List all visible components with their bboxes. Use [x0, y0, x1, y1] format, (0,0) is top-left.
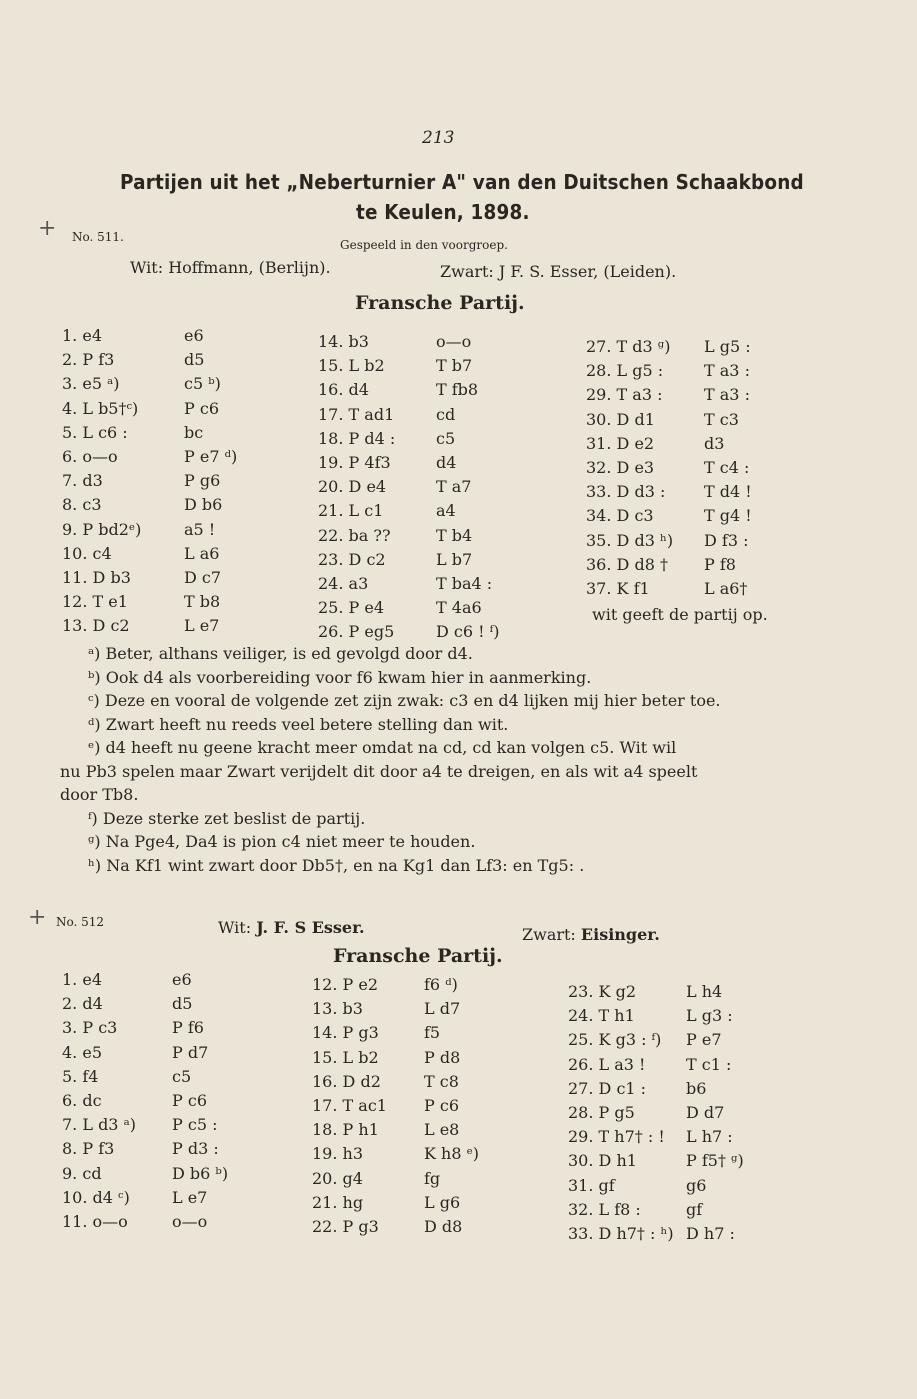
move-black: P f6	[172, 1018, 204, 1038]
move-white: 20. D e4	[318, 477, 387, 497]
game1-number: No. 511.	[72, 230, 124, 244]
move-black: gf	[686, 1199, 703, 1219]
move-white: 24. a3	[318, 573, 369, 593]
move-row	[62, 1016, 272, 1040]
move-row	[62, 1041, 272, 1065]
move-row	[62, 968, 272, 992]
move-white: 11. D b3	[62, 567, 131, 587]
move-row	[62, 1210, 272, 1234]
move-white: 3. e5 ᵃ)	[62, 374, 120, 394]
move-black: b6	[686, 1078, 707, 1098]
move-row	[62, 1137, 272, 1161]
move-row	[62, 493, 272, 517]
page-number: 213	[422, 128, 455, 148]
move-black: T a3 :	[704, 361, 750, 381]
game1-moves-col2	[318, 330, 548, 644]
move-white: 26. P eg5	[318, 622, 395, 642]
game2-black-name: Eisinger.	[580, 925, 660, 944]
move-white: 2. P f3	[62, 350, 115, 370]
move-black: bc	[184, 422, 204, 442]
move-row	[568, 1077, 788, 1101]
move-row	[318, 403, 548, 427]
move-white: 30. D h1	[568, 1151, 637, 1171]
move-white: 37. K f1	[586, 578, 650, 598]
move-black: L b7	[436, 549, 473, 569]
move-black: P c6	[424, 1095, 459, 1115]
move-black: c5	[172, 1066, 192, 1086]
move-row	[62, 1186, 272, 1210]
move-white: 17. T ad1	[318, 404, 395, 424]
margin-mark-1: +	[38, 216, 57, 241]
move-row	[312, 1070, 542, 1094]
margin-mark-2: +	[28, 905, 47, 930]
move-row	[62, 542, 272, 566]
move-black: L e8	[424, 1120, 460, 1140]
move-white: 29. T h7† : !	[568, 1127, 665, 1147]
move-black: P g6	[184, 471, 221, 491]
move-row	[312, 1021, 542, 1045]
footnote: ᵉ) d4 heeft nu geene kracht meer omdat na cd, cd kan volgen c5. Wit wil	[88, 738, 677, 757]
move-row	[318, 499, 548, 523]
move-row	[318, 596, 548, 620]
move-white: 16. D d2	[312, 1071, 381, 1091]
move-white: 19. h3	[312, 1144, 364, 1164]
move-white: 14. b3	[318, 332, 369, 351]
move-black: a5 !	[184, 519, 216, 539]
move-row	[318, 451, 548, 475]
move-black: L d7	[424, 999, 461, 1019]
move-row	[318, 354, 548, 378]
move-black: P c6	[172, 1090, 207, 1110]
move-black: L g6	[424, 1192, 461, 1212]
game1-moves-col3	[586, 335, 786, 601]
move-white: 27. D c1 :	[568, 1078, 647, 1098]
move-black: P d3 :	[172, 1139, 219, 1159]
move-row	[62, 1113, 272, 1137]
move-black: T c8	[424, 1071, 459, 1091]
move-white: 12. P e2	[312, 975, 379, 994]
move-black: D b6 ᵇ)	[172, 1163, 229, 1183]
move-row	[318, 330, 548, 354]
move-row	[568, 1053, 788, 1077]
move-white: 4. e5	[62, 1042, 102, 1062]
move-black: L e7	[172, 1187, 208, 1207]
move-white: 30. D d1	[586, 409, 655, 429]
move-white: 4. L b5†ᶜ)	[62, 398, 139, 418]
move-white: 23. K g2	[568, 982, 636, 1001]
move-white: 13. b3	[312, 999, 363, 1019]
move-white: 31. gf	[568, 1175, 615, 1195]
move-black: D c7	[184, 567, 222, 587]
move-white: 21. L c1	[318, 501, 384, 521]
move-row	[586, 359, 786, 383]
move-row	[62, 1162, 272, 1186]
move-white: 17. T ac1	[312, 1095, 387, 1115]
move-black: D b6	[184, 495, 223, 515]
move-white: 32. L f8 :	[568, 1199, 641, 1219]
move-black: o—o	[436, 332, 472, 351]
move-white: 11. o—o	[62, 1211, 128, 1231]
move-row	[318, 548, 548, 572]
move-white: 21. hg	[312, 1192, 364, 1212]
move-black: D d7	[686, 1102, 725, 1122]
move-black: T c4 :	[704, 457, 750, 477]
move-row	[312, 997, 542, 1021]
move-white: 1. e4	[62, 970, 102, 989]
move-white: 7. L d3 ᵃ)	[62, 1115, 136, 1135]
move-white: 18. P h1	[312, 1120, 379, 1140]
move-white: 3. P c3	[62, 1018, 118, 1038]
move-white: 6. dc	[62, 1090, 102, 1110]
move-black: D c6 ! ᶠ)	[436, 622, 500, 642]
move-white: 14. P g3	[312, 1023, 379, 1043]
move-black: f5	[424, 1023, 441, 1043]
move-row	[586, 456, 786, 480]
game1-black: Zwart: J F. S. Esser, (Leiden).	[440, 262, 677, 281]
move-black: D h7 :	[686, 1223, 735, 1243]
move-black: d5	[184, 350, 205, 370]
move-white: 24. T h1	[568, 1006, 635, 1026]
move-black: e6	[184, 326, 204, 345]
move-black: d4	[436, 452, 457, 472]
move-row	[62, 397, 272, 421]
move-row	[62, 348, 272, 372]
move-white: 18. P d4 :	[318, 428, 396, 448]
move-black: P e7	[686, 1030, 722, 1050]
move-row	[62, 1065, 272, 1089]
move-white: 36. D d8 †	[586, 554, 668, 574]
move-black: c5	[436, 428, 456, 448]
move-row	[568, 1198, 788, 1222]
move-white: 10. c4	[62, 543, 112, 563]
move-black: T a7	[436, 477, 472, 497]
move-black: L h7 :	[686, 1127, 733, 1147]
move-white: 28. L g5 :	[586, 361, 664, 381]
footnote: ᶜ) Deze en vooral de volgende zet zijn zwak: c3 en d4 lijken mij hier beter toe.	[88, 691, 721, 710]
move-row	[318, 620, 548, 644]
move-white: 22. P g3	[312, 1216, 379, 1236]
move-row	[318, 378, 548, 402]
move-row	[586, 577, 786, 601]
move-white: 33. D h7† : ʰ)	[568, 1223, 674, 1243]
game1-opening: Fransche Partij.	[355, 292, 525, 314]
move-row	[312, 1118, 542, 1142]
move-white: 12. T e1	[62, 592, 128, 612]
move-black: cd	[436, 404, 456, 424]
footnote: ᵈ) Zwart heeft nu reeds veel betere stelling dan wit.	[88, 714, 509, 734]
move-row	[62, 421, 272, 445]
move-black: D f3 :	[704, 530, 749, 550]
move-row	[568, 1149, 788, 1173]
move-white: 9. P bd2ᵉ)	[62, 519, 142, 539]
move-row	[62, 566, 272, 590]
move-black: P c5 :	[172, 1115, 218, 1135]
footnote: ᶠ) Deze sterke zet beslist de partij.	[88, 808, 366, 828]
footnote: nu Pb3 spelen maar Zwart verijdelt dit door a4 te dreigen, en als wit a4 speelt	[60, 761, 698, 781]
footnote: ᵇ) Ook d4 als voorbereiding voor f6 kwam hier in aanmerking.	[88, 667, 592, 687]
move-row	[586, 529, 786, 553]
move-black: L g3 :	[686, 1006, 733, 1026]
move-row	[62, 518, 272, 542]
move-black: P f5† ᵍ)	[686, 1151, 744, 1171]
move-white: 9. cd	[62, 1163, 102, 1183]
move-row	[586, 553, 786, 577]
move-white: 13. D c2	[62, 616, 130, 636]
move-white: 15. L b2	[318, 356, 385, 376]
move-black: T a3 :	[704, 385, 750, 405]
move-row	[62, 992, 272, 1016]
move-row	[586, 480, 786, 504]
move-black: L a6	[184, 543, 220, 563]
move-black: K h8 ᵉ)	[424, 1144, 480, 1164]
move-row	[318, 524, 548, 548]
move-black: T b4	[436, 525, 473, 545]
move-white: 22. ba ??	[318, 525, 391, 545]
move-black: P f8	[704, 554, 736, 574]
move-black: L g5 :	[704, 337, 751, 356]
move-black: g6	[686, 1175, 707, 1195]
title-line-2: te Keulen, 1898.	[356, 200, 530, 224]
game1-white: Wit: Hoffmann, (Berlijn).	[130, 258, 331, 277]
move-black: T fb8	[436, 380, 479, 400]
move-white: 5. f4	[62, 1066, 99, 1086]
footnote: ʰ) Na Kf1 wint zwart door Db5†, en na Kg1 dan Lf3: en Tg5: .	[88, 855, 585, 875]
move-white: 23. D c2	[318, 549, 386, 569]
move-row	[312, 973, 542, 997]
move-row	[312, 1167, 542, 1191]
game1-resign: wit geeft de partij op.	[592, 605, 768, 624]
move-row	[568, 980, 788, 1004]
game2-number: No. 512	[56, 915, 105, 929]
move-black: c5 ᵇ)	[184, 374, 221, 394]
move-black: T d4 !	[704, 482, 752, 502]
move-black: P e7 ᵈ)	[184, 446, 238, 466]
move-white: 29. T a3 :	[586, 385, 663, 405]
footnote: ᵍ) Na Pge4, Da4 is pion c4 niet meer te houden.	[88, 832, 476, 851]
move-row	[586, 432, 786, 456]
move-black: e6	[172, 970, 192, 989]
move-row	[312, 1142, 542, 1166]
move-white: 34. D c3	[586, 506, 654, 526]
move-black: f6 ᵈ)	[424, 975, 458, 994]
move-black: P d8	[424, 1047, 461, 1067]
move-black: d3	[704, 433, 725, 453]
game2-moves-col1	[62, 968, 272, 1234]
move-black: fg	[424, 1168, 441, 1188]
move-row	[312, 1191, 542, 1215]
move-black: L e7	[184, 616, 220, 636]
move-black: P c6	[184, 398, 219, 418]
move-row	[312, 1046, 542, 1070]
move-row	[62, 445, 272, 469]
move-white: 32. D e3	[586, 457, 655, 477]
title-line-1: Partijen uit het „Neberturnier A" van den Duitschen Schaakbond	[120, 170, 804, 194]
move-black: T b8	[184, 592, 221, 612]
move-black: P d7	[172, 1042, 209, 1062]
move-white: 25. K g3 : ᶠ)	[568, 1030, 662, 1050]
game2-black-label: Zwart:	[522, 925, 576, 944]
move-black: L a6†	[704, 578, 748, 598]
move-row	[62, 469, 272, 493]
move-black: D d8	[424, 1216, 463, 1236]
move-white: 31. D e2	[586, 433, 655, 453]
game2-moves-col3	[568, 980, 788, 1246]
move-white: 5. L c6 :	[62, 422, 128, 442]
move-row	[568, 1125, 788, 1149]
move-row	[568, 1101, 788, 1125]
move-row	[586, 335, 786, 359]
move-row	[318, 427, 548, 451]
move-row	[62, 614, 272, 638]
move-white: 20. g4	[312, 1168, 363, 1188]
move-row	[586, 504, 786, 528]
move-white: 16. d4	[318, 380, 369, 400]
move-row	[62, 324, 272, 348]
move-row	[312, 1215, 542, 1239]
game1-moves-col1	[62, 324, 272, 638]
move-row	[568, 1004, 788, 1028]
move-black: a4	[436, 501, 456, 521]
game2-white-name: J. F. S Esser.	[256, 918, 365, 937]
move-black: T c3	[704, 409, 739, 429]
move-row	[62, 372, 272, 396]
move-white: 26. L a3 !	[568, 1054, 646, 1074]
move-white: 10. d4 ᶜ)	[62, 1187, 130, 1207]
game2-opening: Fransche Partij.	[333, 945, 503, 967]
game2-white	[218, 918, 365, 937]
move-row	[568, 1222, 788, 1246]
move-row	[318, 475, 548, 499]
move-black: T 4a6	[436, 598, 482, 618]
move-black: T g4 !	[704, 506, 752, 526]
move-white: 25. P e4	[318, 598, 385, 618]
footnote: ᵃ) Beter, althans veiliger, is ed gevolgd door d4.	[88, 644, 473, 663]
move-row	[312, 1094, 542, 1118]
move-row	[586, 383, 786, 407]
move-white: 28. P g5	[568, 1102, 635, 1122]
move-white: 35. D d3 ʰ)	[586, 530, 674, 550]
move-row	[62, 590, 272, 614]
move-white: 15. L b2	[312, 1047, 379, 1067]
move-black: o—o	[172, 1211, 208, 1231]
move-white: 7. d3	[62, 471, 103, 491]
move-row	[568, 1174, 788, 1198]
move-white: 6. o—o	[62, 446, 118, 466]
game2-black	[522, 925, 660, 944]
game2-moves-col2	[312, 973, 542, 1239]
game1-notes	[60, 642, 721, 877]
move-white: 33. D d3 :	[586, 482, 666, 502]
move-row	[318, 572, 548, 596]
move-black: T ba4 :	[436, 573, 493, 593]
move-black: L h4	[686, 982, 723, 1001]
move-black: d5	[172, 994, 193, 1014]
footnote: door Tb8.	[60, 785, 139, 804]
move-white: 8. P f3	[62, 1139, 115, 1159]
move-white: 2. d4	[62, 994, 103, 1014]
move-white: 19. P 4f3	[318, 452, 391, 472]
move-black: T b7	[436, 356, 473, 376]
move-black: T c1 :	[686, 1054, 732, 1074]
game1-subtitle: Gespeeld in den voorgroep.	[340, 238, 508, 252]
move-row	[586, 408, 786, 432]
game2-white-label: Wit:	[218, 918, 252, 937]
move-row	[568, 1028, 788, 1052]
move-row	[62, 1089, 272, 1113]
move-white: 8. c3	[62, 495, 102, 515]
move-white: 27. T d3 ᵍ)	[586, 337, 671, 356]
move-white: 1. e4	[62, 326, 102, 345]
